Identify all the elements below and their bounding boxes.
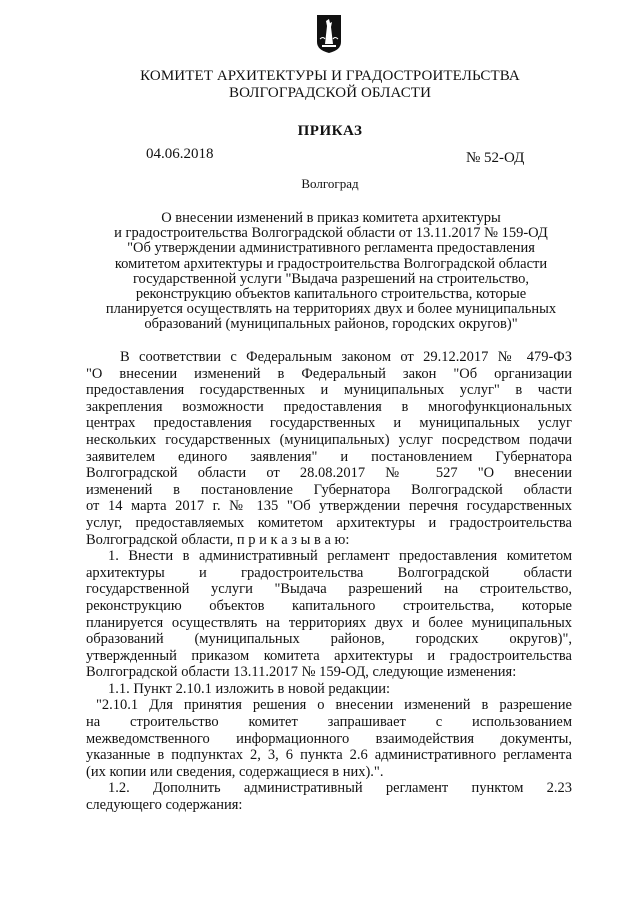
document-number: № 52-ОД xyxy=(466,150,525,166)
body-line: "2.10.1 Для принятия решения о внесении изменений в разрешение xyxy=(96,697,572,714)
body-line: от 14 марта 2017 г. № 135 "Об утверждении перечня государственных xyxy=(86,498,572,515)
subject-line: государственной услуги "Выдача разрешений на строительство, xyxy=(132,270,530,287)
document-city: Волгоград xyxy=(301,176,359,191)
organization-name-line: КОМИТЕТ АРХИТЕКТУРЫ И ГРАДОСТРОИТЕЛЬСТВА xyxy=(140,68,520,84)
subject-line: "Об утверждении административного регламента предоставления xyxy=(127,240,535,257)
body-line: 1. Внести в административный регламент предоставления комитетом xyxy=(108,548,572,565)
body-line: архитектуры и градостроительства Волгоградской области xyxy=(86,564,572,581)
body-line: на строительство комитет запрашивает с использованием xyxy=(86,714,572,731)
subject-line: О внесении изменений в приказ комитета архитектуры xyxy=(161,210,501,226)
body-line: указанные в подпунктах 2, 3, 6 пункта 2.6 административного регламента xyxy=(86,747,572,764)
organization-name xyxy=(0,68,640,102)
paragraph-quote xyxy=(86,697,572,780)
body-line: В соответствии с Федеральным законом от 29.12.2017 № 479-ФЗ xyxy=(120,349,572,365)
paragraph-preamble xyxy=(86,349,572,548)
document-subject xyxy=(96,211,566,333)
document-title: ПРИКАЗ xyxy=(297,123,363,139)
body-line: реконструкцию объектов капитального строительства, которые xyxy=(86,597,572,614)
body-line: нескольких государственных (муниципальных) услуг посредством подачи xyxy=(86,431,572,448)
body-line: закрепления возможности предоставления в многофункциональных xyxy=(86,398,572,415)
body-line: следующего содержания: xyxy=(86,797,243,814)
body-line: 1.2. Дополнить административный регламент пунктом 2.23 xyxy=(108,780,572,797)
volgograd-emblem-icon xyxy=(316,14,342,54)
subject-line: и градостроительства Волгоградской области от 13.11.2017 № 159-ОД xyxy=(114,225,548,242)
body-line: услуг, предоставляемых комитетом архитектуры и градостроительства xyxy=(86,514,572,531)
body-line: утвержденный приказом комитета архитектуры и градостроительства xyxy=(86,647,572,664)
paragraph-item-1-1 xyxy=(86,681,572,698)
body-line: (их копии или сведения, содержащиеся в них).". xyxy=(86,763,384,780)
document-body xyxy=(86,349,572,814)
body-line: образований (муниципальных районов, городских округов)", xyxy=(86,631,572,648)
body-line: государственной услуги "Выдача разрешений на строительство, xyxy=(86,581,572,598)
body-line: изменений в постановление Губернатора Волгоградской области xyxy=(86,481,572,498)
subject-line: реконструкцию объектов капитального строительства, которые xyxy=(135,286,527,303)
subject-line: образований (муниципальных районов, городских округов)" xyxy=(144,316,518,333)
subject-line: комитетом архитектуры и градостроительства Волгоградской области xyxy=(114,255,548,272)
body-line: Волгоградской области от 28.08.2017 № 527 "О внесении xyxy=(86,465,572,482)
subject-line: планируется осуществлять на территориях двух и более муниципальных xyxy=(105,301,557,318)
document-date: 04.06.2018 xyxy=(146,146,214,162)
body-line: Волгоградской области, п р и к а з ы в а ю: xyxy=(86,531,350,548)
body-line: 1.1. Пункт 2.10.1 изложить в новой редакции: xyxy=(108,680,391,697)
body-line: Волгоградской области 13.11.2017 № 159-ОД, следующие изменения: xyxy=(86,664,517,681)
body-line: планируется осуществлять на территориях двух и более муниципальных xyxy=(86,614,572,631)
body-line: предоставления государственных и муниципальных услуг" в части xyxy=(86,382,572,399)
body-line: центрах предоставления государственных и муниципальных услуг xyxy=(86,415,572,432)
body-line: "О внесении изменений в Федеральный закон "Об организации xyxy=(86,365,572,382)
body-line: межведомственного информационного взаимодействия документы, xyxy=(86,730,572,747)
paragraph-item-1-2 xyxy=(86,780,572,813)
paragraph-item-1 xyxy=(86,548,572,681)
organization-name-line: ВОЛГОГРАДСКОЙ ОБЛАСТИ xyxy=(228,85,432,101)
body-line: заявителем единого заявления" и постановлением Губернатора xyxy=(86,448,572,465)
